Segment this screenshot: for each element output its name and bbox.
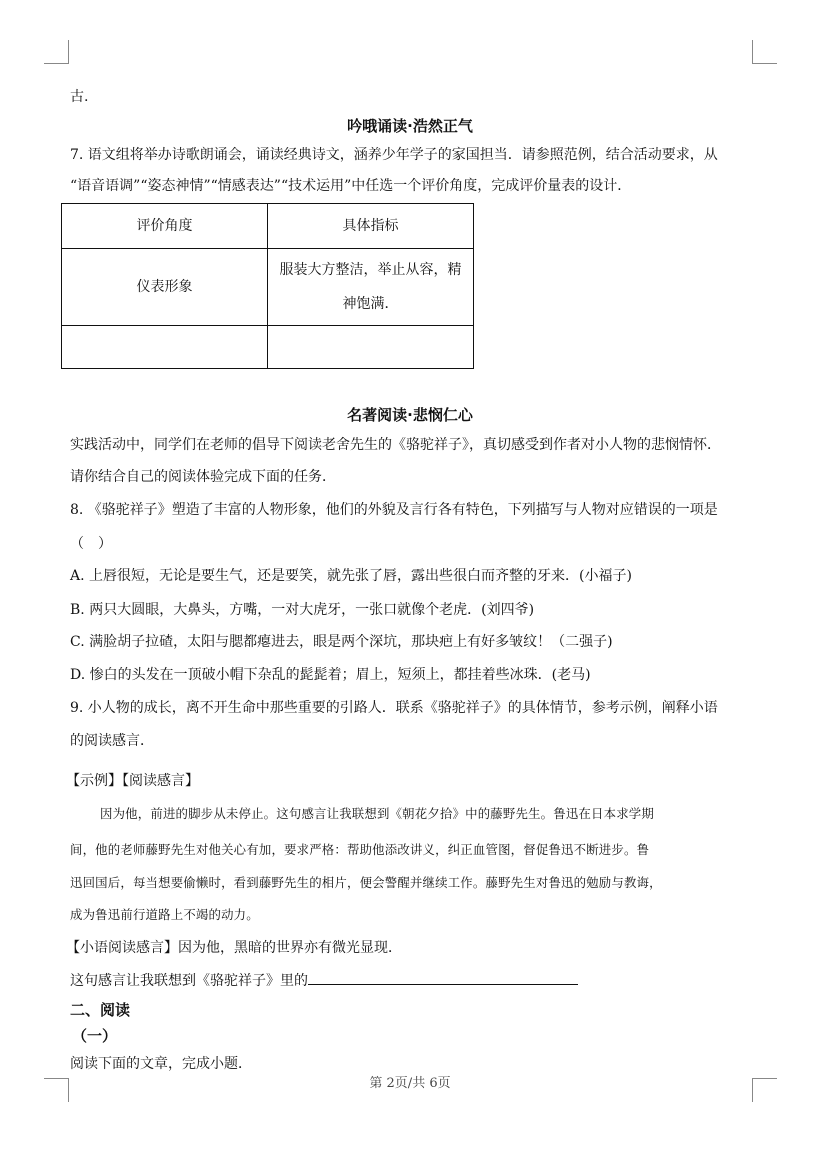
- xiaoyu-reading-line: 【小语阅读感言】因为他，黑暗的世界亦有微光显现．: [66, 940, 402, 956]
- section-title-poetry: 吟哦诵读·浩然正气: [347, 117, 473, 135]
- question-8-line1: 8. 《骆驼祥子》塑造了丰富的人物形象，他们的外貌及言行各有特色，下列描写与人物对应错误的一项是: [70, 502, 718, 518]
- crop-mark: [752, 63, 777, 64]
- indicator-line2: 神饱满．: [342, 296, 399, 312]
- fill-in-line: [70, 970, 578, 991]
- table-header-angle: 评价角度: [62, 204, 268, 249]
- indicator-line1: 服装大方整洁，举止从容，精: [279, 262, 462, 278]
- table-empty-row: [62, 326, 474, 369]
- table-header-row: [62, 204, 474, 249]
- table-header-indicator: 具体指标: [268, 204, 474, 249]
- question-9-line2: 的阅读感言．: [70, 733, 154, 749]
- question-7-line2: “语音语调”“姿态神情”“情感表达”“技术运用”中任选一个评价角度，完成评价量表的设计．: [70, 178, 632, 194]
- option-b[interactable]: B. 两只大圆眼，大鼻头，方嘴，一对大虎牙，一张口就像个老虎．(刘四爷): [70, 602, 535, 618]
- reading-subsection: （一）: [72, 1027, 118, 1045]
- question-8-paren: （ ）: [70, 536, 112, 552]
- answer-blank[interactable]: [308, 970, 578, 985]
- table-cell-angle: 仪表形象: [62, 249, 268, 326]
- crop-mark: [752, 40, 753, 64]
- table-cell-indicator: [268, 249, 474, 326]
- option-a[interactable]: A. 上唇很短，无论是要生气，还是要笑，就先张了唇，露出些很白而齐整的牙来．(小福子): [70, 568, 632, 584]
- crop-mark: [44, 63, 69, 64]
- option-d[interactable]: D. 惨白的头发在一顶破小帽下杂乱的髭髭着；眉上，短须上，都挂着些冰珠．(老马): [70, 667, 591, 683]
- example-line-3: 迅回国后，每当想要偷懒时，看到藤野先生的相片，便会警醒并继续工作。藤野先生对鲁迅的勉励与教诲，: [70, 875, 662, 890]
- option-c[interactable]: C. 满脸胡子拉碴，太阳与腮都瘪进去，眼是两个深坑，那块疤上有好多皱纹！（二强子): [70, 634, 613, 650]
- question-9-line1: 9. 小人物的成长，离不开生命中那些重要的引路人．联系《骆驼祥子》的具体情节，参考示例，阐释小语: [70, 700, 718, 716]
- section-title-reading: 二、阅读: [70, 1001, 131, 1019]
- example-line-2: 间，他的老师藤野先生对他关心有加，要求严格：帮助他添改讲义，纠正血管图，督促鲁迅不断进步。鲁: [70, 842, 650, 857]
- question-7-line1: 7. 语文组将举办诗歌朗诵会，诵读经典诗文，涵养少年学子的家国担当．请参照范例，结合活动要求，从: [70, 147, 718, 163]
- example-label: 【示例】【阅读感言】: [66, 773, 199, 789]
- table-example-row: [62, 249, 474, 326]
- fill-in-prompt: 这句感言让我联想到《骆驼祥子》里的: [70, 973, 308, 989]
- classic-intro-line2: 请你结合自己的阅读体验完成下面的任务．: [70, 469, 336, 485]
- table-empty-indicator[interactable]: [268, 326, 474, 369]
- example-line-1: 因为他，前进的脚步从未停止。这句感言让我联想到《朝花夕拾》中的藤野先生。鲁迅在日本求学期: [100, 806, 654, 821]
- top-fragment: 古.: [70, 89, 89, 105]
- crop-mark: [68, 40, 69, 64]
- example-line-4: 成为鲁迅前行道路上不竭的动力。: [70, 907, 259, 922]
- evaluation-table: [61, 203, 474, 369]
- page-footer: 第 2页/共 6页: [369, 1076, 451, 1091]
- section-title-classic: 名著阅读·悲悯仁心: [347, 406, 473, 424]
- classic-intro-line1: 实践活动中，同学们在老师的倡导下阅读老舍先生的《骆驼祥子》，真切感受到作者对小人物的悲悯情怀．: [70, 437, 721, 453]
- table-empty-angle[interactable]: [62, 326, 268, 369]
- reading-instruction: 阅读下面的文章，完成小题．: [70, 1056, 252, 1072]
